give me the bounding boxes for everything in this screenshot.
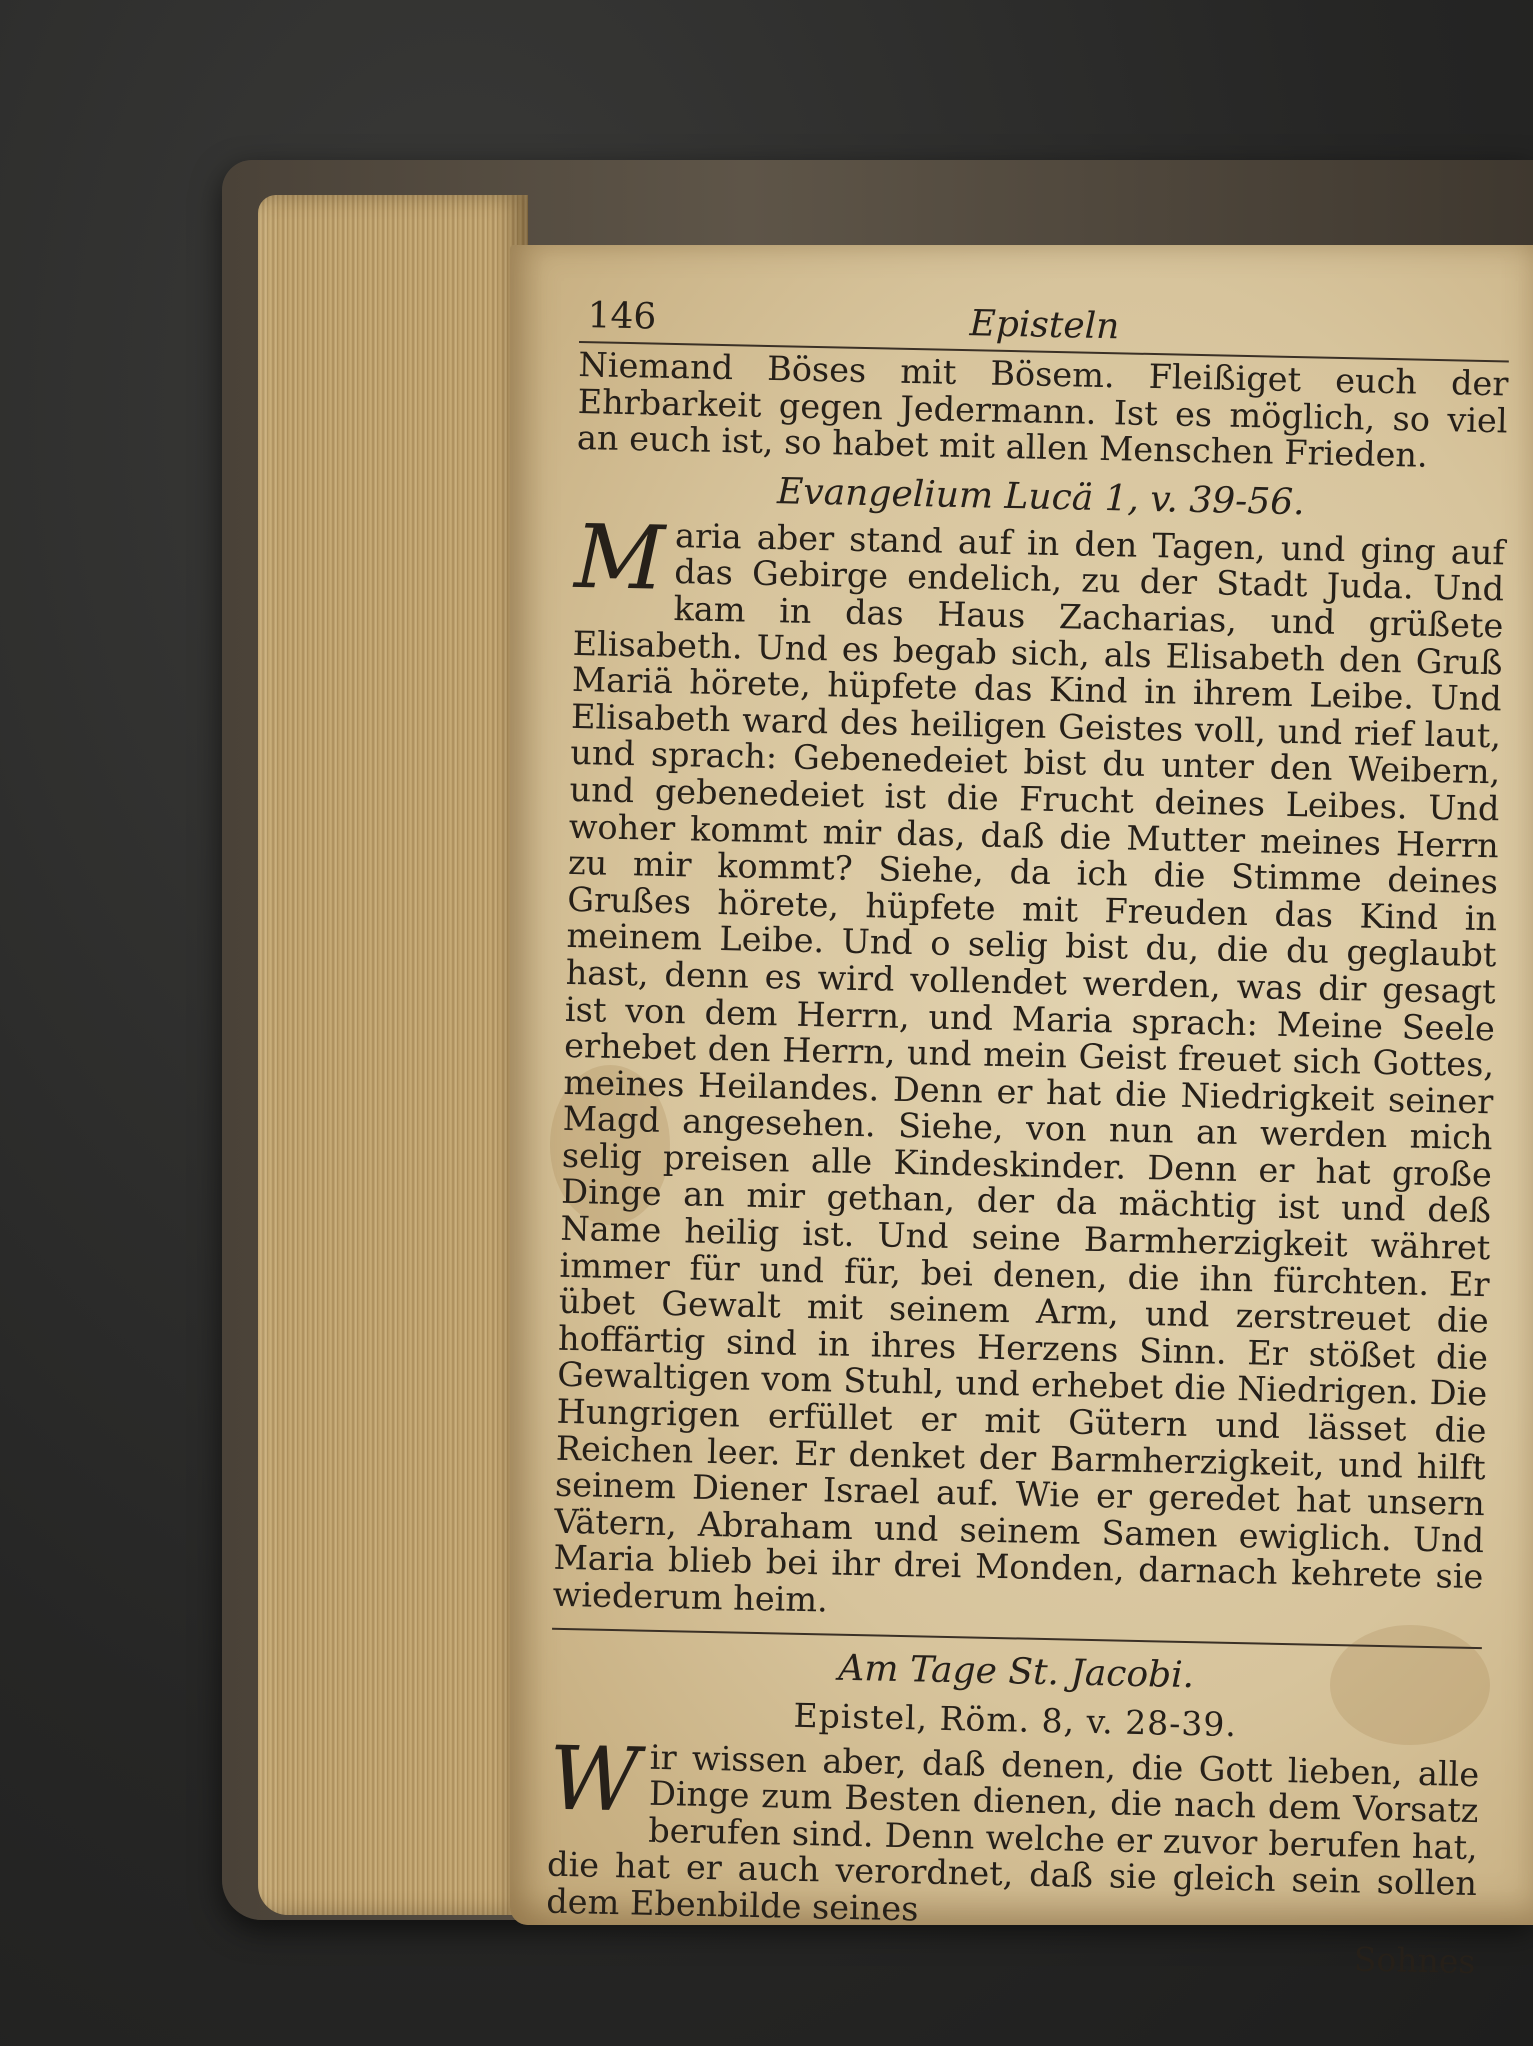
gospel-text: aria aber stand auf in den Tagen, und ging auf das Gebirge endelich, zu der Stadt Juda. Und kam in das Haus Zacharias, und grüßete Elisabeth. Und es begab sich, als Elisabeth den Gruß Mariä hörete, hüpfete das Kind in ihrem Leibe. Und Elisabeth ward des heiligen Geistes voll, und rief laut, und sprach: Gebenedeiet bist du unter den Weibern, und gebenedeiet ist die Frucht deines Leibes. Und woher kommt mir das, daß die Mutter meines Herrn zu mir kommt? Siehe, da ich die Stimme deines Grußes hörete, hüpfete mit Freuden das Kind in meinem Leibe. Und o selig bist du, die du geglaubt hast, denn es wird vollendet werden, was dir gesagt ist von dem Herrn, und Maria sprach: Meine Seele erhebet den Herrn, und mein Geist freuet sich Gottes, meines Heilandes. Denn er hat die Niedrigkeit seiner Magd angesehen. Siehe, von nun an werden mich selig preisen alle Kindeskinder. Denn er hat große Dinge an mir gethan, der da mächtig ist und deß Name heilig ist. Und seine Barmherzigkeit währet immer für und für, bei denen, die ihn fürchten. Er übet Gewalt mit seinem Arm, und zerstreuet die hoffärtig sind in ihres Herzens Sinn. Er stößet die Gewaltigen vom Stuhl, und erhebet die Niedrigen. Die Hungrigen erfüllet er mit Gütern und lässet die Reichen leer. Er denket der Barmherzigkeit, und hilft seinem Diener Israel auf. Wie er geredet hat unsern Vätern, Abraham und seinem Samen ewiglich. Und Maria blieb bei ihr drei Monden, darnach kehrete sie wiederum heim. (552, 515, 1506, 1620)
catchword: Sohnes (1353, 1939, 1476, 1981)
book-page (510, 245, 1533, 1981)
epistle-title: Epistel, Röm. 8, v. 28-39. (793, 1695, 1238, 1744)
running-head: Episteln (969, 303, 1120, 348)
epistle-text: ir wissen aber, daß denen, die Gott lieben, alle Dinge zum Besten dienen, die nach dem Vorsatz berufen sind. Denn welche er zuvor berufen hat, die hat er auch verordnet, daß sie gleich sein sollen dem Ebenbilde seines (545, 1737, 1480, 1929)
page-number: 146 (587, 295, 657, 338)
gospel-title: Evangelium Lucä 1, v. 39-56. (776, 470, 1306, 523)
epistle-paragraph (545, 1726, 1480, 1939)
epistle-dropcap: W (547, 1726, 641, 1832)
gospel-dropcap: M (573, 504, 666, 610)
intro-text: Niemand Böses mit Bösem. Fleißiget euch der Ehrbarkeit gegen Jedermann. Ist es möglich, so viel an euch ist, so habet mit allen Menschen Frieden. (576, 344, 1509, 475)
feast-title: Am Tage St. Jacobi. (837, 1647, 1195, 1696)
intro-paragraph (576, 344, 1509, 476)
page-edges (258, 195, 528, 1915)
gospel-paragraph (552, 504, 1506, 1633)
page-content (545, 295, 1510, 1981)
